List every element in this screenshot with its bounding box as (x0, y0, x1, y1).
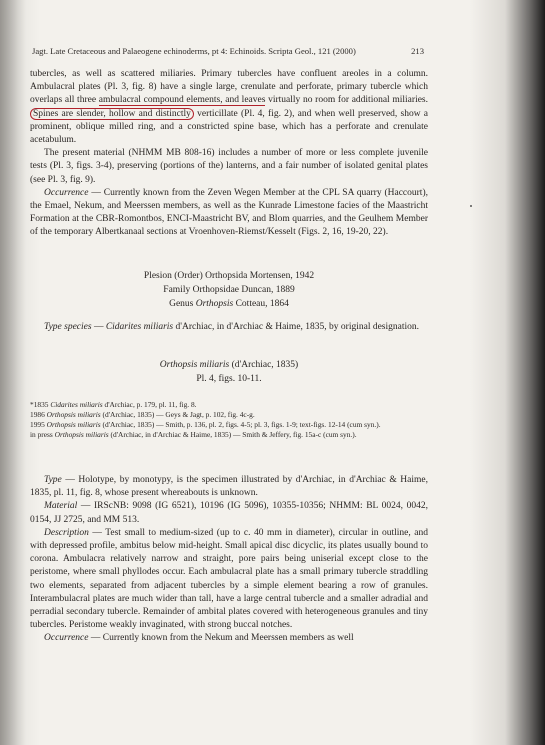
text-run: Cotteau, 1864 (233, 299, 289, 309)
body-bottom (30, 474, 428, 646)
family-line: Family Orthopsidae Duncan, 1889 (163, 285, 295, 295)
synonymy-entry (30, 430, 428, 440)
text-run: 1986 (30, 410, 47, 419)
paragraph-type-species (30, 321, 428, 334)
red-underline-annotation: ambulacral compound elements, and leaves (98, 95, 266, 106)
text-run: 1995 (30, 420, 47, 429)
page-speck (470, 205, 472, 207)
text-run: — Currently known from the Nekum and Meerssen members as well (88, 633, 354, 644)
paragraph-material-present: The present material (NHMM MB 808-16) includes a number of more or less complete juvenile tests (Pl. 3, figs. 3-4), preserving (portions of the) lanterns, and a fair number of isolated genital plates (see Pl. 3, fig. 9). (30, 148, 428, 185)
text-run: Genus (169, 299, 196, 309)
taxon-heading (30, 269, 428, 311)
text-run: — Test small to medium-sized (up to c. 40 mm in diameter), circular in outline, and with depressed profile, ambitus below mid-height. Small apical disc dicyclic, its plates usually bound to corona. Ambulacra relatively narrow and straight, pore pairs being uniserial except close to the peristome, where small phyllodes occur. Each ambulacral plate has a small primary tubercle straddling two elements, separated from adjacent tubercles by a simple element bearing a row of granules. Interambulacral plates are much wider than tall, have a large central tubercle and a smaller adradial and perradial secondary tubercle. Remainder of ambital plates covered with heterogeneous granules and tiny tubercles. Peristome weakly invaginated, with strong buccal notches. (30, 527, 428, 631)
text-run: — Holotype, by monotypy, is the specimen illustrated by d'Archiac, in d'Archiac & Haime, 1835, pl. 11, fig. 8, whose present whereabouts is unknown. (30, 475, 428, 499)
type-species-label: Type species (44, 322, 92, 332)
text-run: Orthopsis miliaris (46, 410, 101, 419)
text-run: — (91, 322, 106, 332)
text-run: (d'Archiac, 1835) — Geys & Jagt, p. 102, fig. 4c-g. (100, 410, 255, 419)
genus-line (30, 297, 428, 311)
paragraph-description (30, 527, 428, 633)
species-heading (30, 358, 428, 386)
text-run: tubercles, as well as scattered miliaries. Primary tubercles have confluent areoles in a column. Ambulacral plates (Pl. 3, fig. 8) have a single large, crenulate and perforate, primary tubercle which overlaps all three (30, 69, 428, 106)
text-run: — Currently known from the Zeven Wegen Member at the CPL SA quarry (Haccourt), the Emael, Nekum, and Meerssen members, as well as the Kunrade Limestone facies of the Maastricht Formation at the CBR-Romontbos, ENCI-Maastricht BV, and Blom quarries, and the Geulhem Member of the temporary Albertkanaal sections at Vroenhoven-Riemst/Kesselt (Figs. 2, 16, 19-20, 22). (30, 187, 428, 238)
text-run: in press (30, 430, 55, 439)
order-line: Plesion (Order) Orthopsida Mortensen, 1942 (143, 271, 315, 281)
red-circle-annotation: Spines are slender, hollow and distinctly (30, 108, 194, 120)
type-label: Type (44, 475, 62, 485)
text-run: Orthopsis miliaris (54, 430, 109, 439)
material-label: Material (44, 501, 78, 512)
running-title: Jagt. Late Cretaceous and Palaeogene echinoderms, pt 4: Echinoids. Scripta Geol., 121 (2000) (32, 46, 356, 56)
page-number: 213 (411, 46, 424, 56)
synonymy-entry (30, 420, 428, 430)
text-run: Cidarites miliaris (50, 400, 103, 409)
species-name: Cidarites miliaris (105, 322, 174, 332)
paragraph-spines (30, 68, 428, 147)
text-run: — IRScNB: 9098 (IG 6521), 10196 (IG 5096), 10355-10356; NHMM: BL 0024, 0042, 0154, JJ 2725, and MM 513. (30, 501, 428, 525)
occurrence-label: Occurrence (44, 187, 89, 198)
paragraph-occurrence-2 (30, 632, 428, 645)
species-name: Orthopsis miliaris (159, 360, 230, 370)
occurrence-label: Occurrence (44, 633, 89, 644)
paragraph-occurrence (30, 187, 428, 240)
paragraph-material (30, 500, 428, 526)
text-run: Orthopsis miliaris (46, 420, 101, 429)
genus-name: Orthopsis (195, 299, 234, 309)
paragraph-type (30, 474, 428, 500)
synonymy-entry (30, 410, 428, 420)
text-run: (d'Archiac, 1835) — Smith, p. 136, pl. 2, figs. 4-5; pl. 3, figs. 1-9; text-figs. 12-14 (cum syn.). (100, 420, 381, 429)
species-author: (d'Archiac, 1835) (229, 360, 299, 370)
binding-shadow (0, 0, 26, 745)
body-top (30, 68, 428, 240)
description-label: Description (44, 527, 89, 538)
text-run: *1835 (30, 400, 51, 409)
text-run: verticillate (Pl. 4, fig. 2), and when well preserved, show a prominent, oblique milled ring, and a constricted spine base, which has a perforate and crenulate acetabulum. (30, 108, 428, 146)
type-species-block (30, 321, 428, 334)
text-run: virtually no room for additional miliaries. (265, 95, 428, 106)
synonymy-list (30, 400, 428, 440)
text-run: (d'Archiac, in d'Archiac & Haime, 1835) — Smith & Jeffery, fig. 15a-c (cum syn.). (108, 430, 357, 439)
text-run: d'Archiac, p. 179, pl. 11, fig. 8. (102, 400, 197, 409)
text-run: d'Archiac, in d'Archiac & Haime, 1835, by original designation. (173, 322, 420, 332)
species-title (30, 358, 428, 372)
species-figs: Pl. 4, figs. 10-11. (196, 374, 262, 384)
synonymy-entry (30, 400, 428, 410)
running-header (32, 46, 424, 56)
